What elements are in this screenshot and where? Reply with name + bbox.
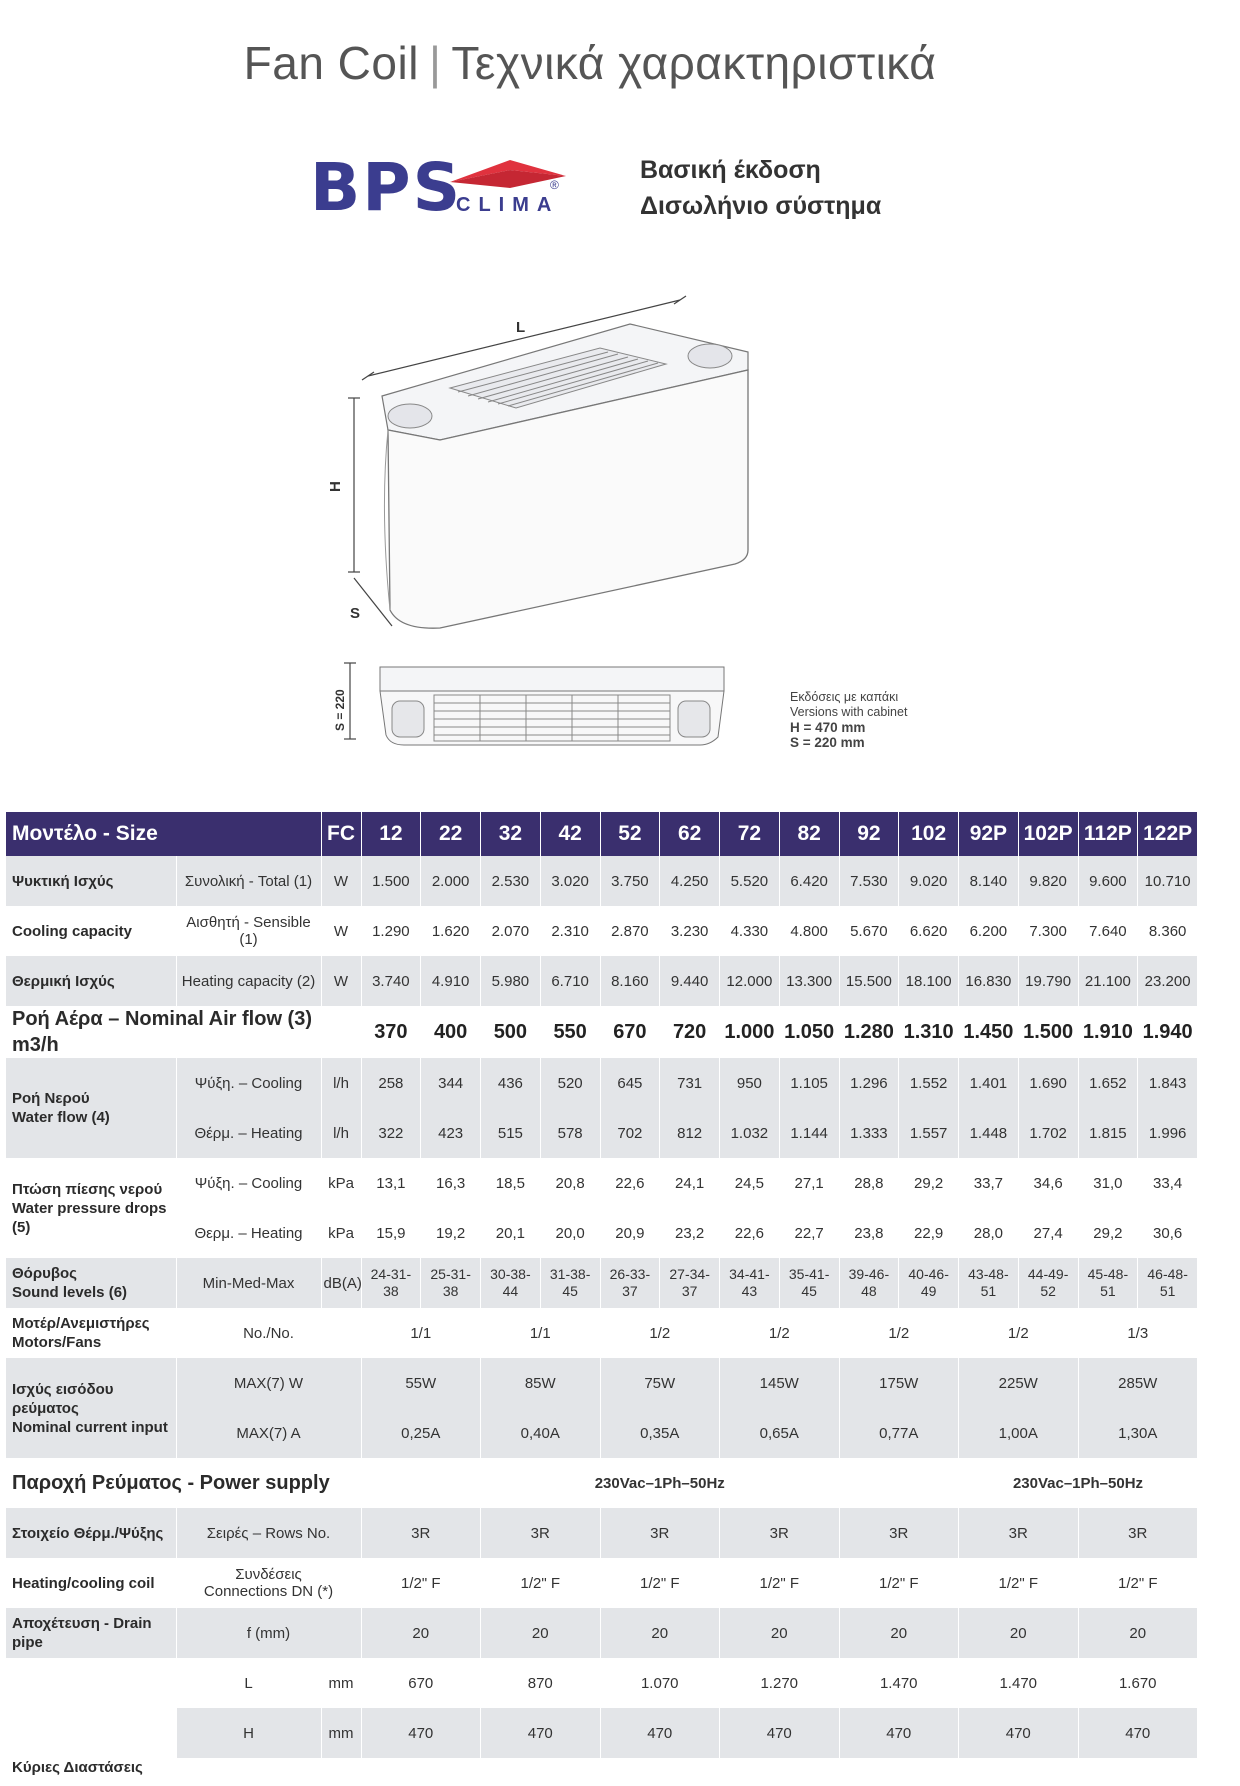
row-label-en: Water flow (4) <box>12 1109 110 1126</box>
subtitle-line-2: Δισωλήνιο σύστημα <box>640 192 882 220</box>
table-cell: 8.360 <box>1138 906 1198 956</box>
row-label-gr: Ισχύς εισόδου ρεύματος <box>12 1380 114 1417</box>
table-cell: 12.000 <box>720 956 780 1006</box>
table-cell: 6.620 <box>899 906 959 956</box>
table-cell: 6.420 <box>779 856 839 906</box>
table-cell: 22,6 <box>600 1158 660 1208</box>
row-label <box>6 1708 176 1758</box>
table-cell: 1.620 <box>421 906 481 956</box>
table-cell: 7.640 <box>1078 906 1138 956</box>
table-cell: 20 <box>720 1608 840 1658</box>
row-sublabel: Αισθητή - Sensible (1) <box>176 906 321 956</box>
row-sublabel: MAX(7) A <box>176 1408 361 1458</box>
table-cell: 0,25A <box>361 1408 481 1458</box>
table-cell: 0,35A <box>600 1408 720 1458</box>
table-cell: 230Vac–1Ph–50Hz <box>959 1458 1198 1508</box>
row-sublabel-en: Connections DN (*) <box>203 1583 334 1600</box>
table-cell: 370 <box>361 1006 421 1058</box>
table-cell: 1.670 <box>1078 1658 1198 1708</box>
table-cell: 645 <box>600 1058 660 1108</box>
table-cell: 1.996 <box>1138 1108 1198 1158</box>
table-cell: 1.105 <box>779 1058 839 1108</box>
row-unit: l/h <box>321 1058 361 1108</box>
table-cell: 1.702 <box>1018 1108 1078 1158</box>
table-row <box>6 1208 1198 1258</box>
table-cell: 702 <box>600 1108 660 1158</box>
table-cell: 19.790 <box>1018 956 1078 1006</box>
table-cell: 20,0 <box>540 1208 600 1258</box>
table-cell: 812 <box>660 1108 720 1158</box>
table-cell: 24,5 <box>720 1158 780 1208</box>
table-cell: 1.280 <box>839 1006 899 1058</box>
table-cell: 1.401 <box>959 1058 1019 1108</box>
row-sublabel: f (mm) <box>176 1608 361 1658</box>
table-cell: 470 <box>959 1708 1079 1758</box>
table-cell: 470 <box>1078 1708 1198 1758</box>
table-cell: 1.333 <box>839 1108 899 1158</box>
table-cell: 470 <box>720 1708 840 1758</box>
table-cell: 33,7 <box>959 1158 1019 1208</box>
table-row <box>6 906 1198 956</box>
table-cell: 1.050 <box>779 1006 839 1058</box>
row-label: Heating/cooling coil <box>6 1558 176 1608</box>
table-cell: 39-46-48 <box>839 1258 899 1308</box>
dim-h-label: H <box>327 481 344 492</box>
table-cell: 55W <box>361 1358 481 1408</box>
table-cell: 2.070 <box>481 906 541 956</box>
table-cell: 7.530 <box>839 856 899 906</box>
row-unit: kPa <box>321 1208 361 1258</box>
table-cell: 20 <box>1078 1608 1198 1658</box>
table-cell: 7.300 <box>1018 906 1078 956</box>
row-label-en: Motors/Fans <box>12 1334 102 1351</box>
table-cell: 10.710 <box>1138 856 1198 906</box>
header-model: 22 <box>421 812 481 856</box>
table-row <box>6 1758 1198 1786</box>
table-cell: 2.000 <box>421 856 481 906</box>
table-cell: 43-48-51 <box>959 1258 1019 1308</box>
row-label-gr: Ροή Νερού <box>12 1090 90 1107</box>
table-cell: 16.830 <box>959 956 1019 1006</box>
row-label-en: Nominal current input <box>12 1418 168 1436</box>
table-cell: 1.144 <box>779 1108 839 1158</box>
table-cell: 1.296 <box>839 1058 899 1108</box>
row-label <box>6 1358 176 1458</box>
table-cell: 28,0 <box>959 1208 1019 1258</box>
table-cell: 3R <box>481 1508 601 1558</box>
table-cell: 1,30A <box>1078 1408 1198 1458</box>
table-cell: 285W <box>1078 1358 1198 1408</box>
table-cell: 470 <box>839 1708 959 1758</box>
dim-s220-label: S = 220 <box>333 689 347 731</box>
table-cell: 9.020 <box>899 856 959 906</box>
table-cell: 22,7 <box>779 1208 839 1258</box>
bps-clima-logo <box>310 149 580 226</box>
header-model-label: Μοντέλο - Size <box>6 812 321 856</box>
table-cell: 0,77A <box>839 1408 959 1458</box>
table-cell: 30,6 <box>1138 1208 1198 1258</box>
header-model: 32 <box>481 812 541 856</box>
table-row <box>6 1408 1198 1458</box>
table-row <box>6 1458 1198 1508</box>
table-cell: 9.440 <box>660 956 720 1006</box>
table-row <box>6 956 1198 1006</box>
table-cell: 3R <box>1078 1508 1198 1558</box>
row-label: Παροχή Ρεύματος - Power supply <box>6 1458 361 1508</box>
logo-text: BPS <box>310 149 463 226</box>
row-sublabel: Σειρές – Rows No. <box>176 1508 361 1558</box>
table-cell: 230Vac–1Ph–50Hz <box>361 1458 959 1508</box>
table-cell: 515 <box>481 1108 541 1158</box>
table-cell: 3R <box>959 1508 1079 1558</box>
table-cell: 29,2 <box>1078 1208 1138 1258</box>
table-cell: 1.940 <box>1138 1006 1198 1058</box>
row-sublabel-gr: Συνδέσεις <box>235 1566 302 1583</box>
table-cell: 15,9 <box>361 1208 421 1258</box>
table-cell: 13,1 <box>361 1158 421 1208</box>
table-row <box>6 1358 1198 1408</box>
table-cell: 3.750 <box>600 856 660 906</box>
table-cell: 670 <box>600 1006 660 1058</box>
table-cell: 35-41-45 <box>779 1258 839 1308</box>
table-cell: 344 <box>421 1058 481 1108</box>
table-cell: 720 <box>660 1006 720 1058</box>
table-cell: 20 <box>839 1608 959 1658</box>
table-row <box>6 1508 1198 1558</box>
table-cell: 950 <box>720 1058 780 1108</box>
table-cell: 6.710 <box>540 956 600 1006</box>
table-row <box>6 1558 1198 1608</box>
table-cell: 1.448 <box>959 1108 1019 1158</box>
table-cell: 21.100 <box>1078 956 1138 1006</box>
row-label: Αποχέτευση - Drain pipe <box>6 1608 176 1658</box>
table-row <box>6 1608 1198 1658</box>
table-cell: 31,0 <box>1078 1158 1138 1208</box>
row-sublabel: Συνολική - Total (1) <box>176 856 321 906</box>
table-cell: 0,65A <box>720 1408 840 1458</box>
table-cell: 31-38-45 <box>540 1258 600 1308</box>
table-cell: 731 <box>660 1058 720 1108</box>
row-unit: l/h <box>321 1108 361 1158</box>
table-cell: 40-46-49 <box>899 1258 959 1308</box>
row-label <box>6 1308 176 1358</box>
header-model: 102P <box>1018 812 1078 856</box>
row-label-gr: Πτώση πίεσης νερού <box>12 1180 163 1198</box>
table-cell: 29,2 <box>899 1158 959 1208</box>
header-model: 112P <box>1078 812 1138 856</box>
table-cell: 20 <box>959 1608 1079 1658</box>
table-row <box>6 1006 1198 1058</box>
table-cell: 225W <box>959 1358 1079 1408</box>
row-label-en: Sound levels (6) <box>12 1284 128 1301</box>
table-cell: 470 <box>481 1708 601 1758</box>
header-model: 122P <box>1138 812 1198 856</box>
table-row <box>6 1108 1198 1158</box>
table-cell: 578 <box>540 1108 600 1158</box>
table-cell: 23.200 <box>1138 956 1198 1006</box>
row-sublabel: Θέρμ. – Heating <box>176 1108 321 1158</box>
table-cell: 3R <box>600 1508 720 1558</box>
header-model: 12 <box>361 812 421 856</box>
table-cell: 15.500 <box>839 956 899 1006</box>
table-cell: 1,00A <box>959 1408 1079 1458</box>
table-cell: 26-33-37 <box>600 1258 660 1308</box>
table-cell: 4.910 <box>421 956 481 1006</box>
row-unit: mm <box>321 1658 361 1708</box>
title-separator: | <box>428 37 442 89</box>
row-unit: W <box>321 956 361 1006</box>
header-model: 82 <box>779 812 839 856</box>
table-cell: 0,40A <box>481 1408 601 1458</box>
row-unit: kPa <box>321 1158 361 1208</box>
table-cell: 24,1 <box>660 1158 720 1208</box>
table-cell: 470 <box>600 1708 720 1758</box>
table-cell: 1/3 <box>1078 1308 1198 1358</box>
table-cell: 19,2 <box>421 1208 481 1258</box>
row-label: Στοιχείο Θέρμ./Ψύξης <box>6 1508 176 1558</box>
table-cell: 670 <box>361 1658 481 1708</box>
table-cell: 1.000 <box>720 1006 780 1058</box>
cabinet-note-line-2: Versions with cabinet <box>790 705 908 719</box>
table-cell: 18.100 <box>899 956 959 1006</box>
row-label: Κύριες Διαστάσεις <box>6 1758 176 1786</box>
table-cell: 34-41-43 <box>720 1258 780 1308</box>
table-cell: 870 <box>481 1658 601 1708</box>
row-unit: W <box>321 856 361 906</box>
table-cell: 1/2 <box>959 1308 1079 1358</box>
table-cell: 30-38-44 <box>481 1258 541 1308</box>
table-cell: 1.843 <box>1138 1058 1198 1108</box>
table-cell: 22,6 <box>720 1208 780 1258</box>
header-fc: FC <box>321 812 361 856</box>
table-cell: 1.557 <box>899 1108 959 1158</box>
table-cell: 1/2" F <box>720 1558 840 1608</box>
table-cell: 2.530 <box>481 856 541 906</box>
header-model: 102 <box>899 812 959 856</box>
row-label-gr: Θόρυβος <box>12 1265 77 1282</box>
table-cell: 9.820 <box>1018 856 1078 906</box>
table-cell: 46-48-51 <box>1138 1258 1198 1308</box>
table-cell: 6.200 <box>959 906 1019 956</box>
table-cell: 1.470 <box>959 1658 1079 1708</box>
table-cell: 16,3 <box>421 1158 481 1208</box>
table-cell: 20,9 <box>600 1208 660 1258</box>
cabinet-note-s: S = 220 mm <box>790 735 865 750</box>
row-label: Cooling capacity <box>6 906 176 956</box>
row-label-en: Water pressure drops (5) <box>12 1199 167 1236</box>
table-cell: 1.690 <box>1018 1058 1078 1108</box>
dim-l-label: L <box>516 319 526 336</box>
cabinet-note <box>790 690 907 750</box>
row-label <box>6 1258 176 1308</box>
specifications-table <box>6 812 1198 1786</box>
table-cell: 27-34-37 <box>660 1258 720 1308</box>
row-label-gr: Μοτέρ/Ανεμιστήρες <box>12 1315 150 1332</box>
fan-coil-front-view <box>330 655 730 755</box>
table-cell: 5.980 <box>481 956 541 1006</box>
table-cell: 1.032 <box>720 1108 780 1158</box>
row-sublabel: Ψύξη. – Cooling <box>176 1058 321 1108</box>
table-cell: 1.070 <box>600 1658 720 1708</box>
table-cell: 23,2 <box>660 1208 720 1258</box>
row-unit: dB(A) <box>321 1258 361 1308</box>
table-cell: 18,5 <box>481 1158 541 1208</box>
cabinet-note-line-1: Εκδόσεις με καπάκι <box>790 690 899 704</box>
table-cell: 20 <box>361 1608 481 1658</box>
title-left: Fan Coil <box>243 37 419 89</box>
table-cell: 1/2" F <box>600 1558 720 1608</box>
table-cell: 436 <box>481 1058 541 1108</box>
table-cell: 3.020 <box>540 856 600 906</box>
table-cell: 1/2" F <box>481 1558 601 1608</box>
row-label: Ροή Αέρα – Nominal Air flow (3) m3/h <box>6 1006 361 1058</box>
table-cell: 1/2" F <box>959 1558 1079 1608</box>
table-cell: 20 <box>600 1608 720 1658</box>
logo-subtext: CLIMA <box>456 194 560 216</box>
table-cell: 44-49-52 <box>1018 1258 1078 1308</box>
table-row <box>6 1658 1198 1708</box>
header-model: 92P <box>959 812 1019 856</box>
table-row <box>6 1308 1198 1358</box>
table-cell: 8.140 <box>959 856 1019 906</box>
table-cell: 33,4 <box>1138 1158 1198 1208</box>
row-sublabel <box>176 1558 361 1608</box>
cabinet-note-h: H = 470 mm <box>790 720 866 735</box>
table-cell: 520 <box>540 1058 600 1108</box>
header-model: 42 <box>540 812 600 856</box>
table-row <box>6 1708 1198 1758</box>
table-cell: 3R <box>720 1508 840 1558</box>
row-label: Ψυκτική Ισχύς <box>6 856 176 906</box>
table-cell: 1.500 <box>361 856 421 906</box>
table-cell: 4.250 <box>660 856 720 906</box>
table-row <box>6 856 1198 906</box>
table-cell: 145W <box>720 1358 840 1408</box>
title-right: Τεχνικά χαρακτηριστικά <box>451 37 937 89</box>
header-model: 92 <box>839 812 899 856</box>
row-label <box>6 1058 176 1158</box>
table-cell: 1.310 <box>899 1006 959 1058</box>
fan-coil-illustration <box>327 280 780 640</box>
row-sublabel: Ψύξη. – Cooling <box>176 1158 321 1208</box>
table-cell: 1.500 <box>1018 1006 1078 1058</box>
table-cell: 1.470 <box>839 1658 959 1708</box>
table-cell: 23,8 <box>839 1208 899 1258</box>
table-cell: 85W <box>481 1358 601 1408</box>
table-cell: 22,9 <box>899 1208 959 1258</box>
table-cell: 3.230 <box>660 906 720 956</box>
table-cell: 423 <box>421 1108 481 1158</box>
table-cell <box>176 1758 1198 1786</box>
table-cell: 4.800 <box>779 906 839 956</box>
row-sublabel: H <box>176 1708 321 1758</box>
table-cell: 1.270 <box>720 1658 840 1708</box>
table-cell: 322 <box>361 1108 421 1158</box>
table-header-row <box>6 812 1198 856</box>
table-cell: 20,1 <box>481 1208 541 1258</box>
table-cell: 24-31-38 <box>361 1258 421 1308</box>
table-cell: 1.652 <box>1078 1058 1138 1108</box>
table-row <box>6 1058 1198 1108</box>
row-sublabel: MAX(7) W <box>176 1358 361 1408</box>
table-cell: 1/2 <box>600 1308 720 1358</box>
product-subtitle <box>640 152 881 224</box>
table-cell: 258 <box>361 1058 421 1108</box>
table-row <box>6 1158 1198 1208</box>
table-cell: 1/1 <box>481 1308 601 1358</box>
table-cell: 3R <box>839 1508 959 1558</box>
table-cell: 2.310 <box>540 906 600 956</box>
table-cell: 3R <box>361 1508 481 1558</box>
table-cell: 1.815 <box>1078 1108 1138 1158</box>
registered-mark: ® <box>550 178 559 192</box>
table-cell: 34,6 <box>1018 1158 1078 1208</box>
table-cell: 1.910 <box>1078 1006 1138 1058</box>
table-cell: 1/2 <box>839 1308 959 1358</box>
table-cell: 550 <box>540 1006 600 1058</box>
table-cell: 75W <box>600 1358 720 1408</box>
table-cell: 1/2 <box>720 1308 840 1358</box>
table-cell: 27,1 <box>779 1158 839 1208</box>
table-cell: 5.520 <box>720 856 780 906</box>
table-cell: 25-31-38 <box>421 1258 481 1308</box>
table-cell: 5.670 <box>839 906 899 956</box>
table-cell: 20,8 <box>540 1158 600 1208</box>
row-label <box>6 1158 176 1258</box>
row-sublabel: Θερμ. – Heating <box>176 1208 321 1258</box>
table-cell: 500 <box>481 1006 541 1058</box>
row-sublabel: No./No. <box>176 1308 361 1358</box>
table-cell: 8.160 <box>600 956 660 1006</box>
header-model: 52 <box>600 812 660 856</box>
table-cell: 20 <box>481 1608 601 1658</box>
row-unit: W <box>321 906 361 956</box>
table-cell: 470 <box>361 1708 481 1758</box>
table-cell: 45-48-51 <box>1078 1258 1138 1308</box>
table-cell: 9.600 <box>1078 856 1138 906</box>
table-cell: 1.450 <box>959 1006 1019 1058</box>
table-cell: 1/2" F <box>361 1558 481 1608</box>
row-sublabel: Min-Med-Max <box>176 1258 321 1308</box>
row-label: Θερμική Ισχύς <box>6 956 176 1006</box>
row-label <box>6 1658 176 1708</box>
row-sublabel: Heating capacity (2) <box>176 956 321 1006</box>
header-model: 72 <box>720 812 780 856</box>
table-cell: 2.870 <box>600 906 660 956</box>
subtitle-line-1: Βασική έκδοση <box>640 156 821 184</box>
page-title <box>0 36 1180 90</box>
table-cell: 400 <box>421 1006 481 1058</box>
dim-s-label: S <box>350 605 361 622</box>
row-unit: mm <box>321 1708 361 1758</box>
table-cell: 3.740 <box>361 956 421 1006</box>
table-cell: 1.552 <box>899 1058 959 1108</box>
table-cell: 4.330 <box>720 906 780 956</box>
table-cell: 1/1 <box>361 1308 481 1358</box>
table-cell: 1.290 <box>361 906 421 956</box>
table-row <box>6 1258 1198 1308</box>
table-cell: 1/2" F <box>1078 1558 1198 1608</box>
table-cell: 1/2" F <box>839 1558 959 1608</box>
row-sublabel: L <box>176 1658 321 1708</box>
table-cell: 28,8 <box>839 1158 899 1208</box>
table-cell: 13.300 <box>779 956 839 1006</box>
header-model: 62 <box>660 812 720 856</box>
table-cell: 27,4 <box>1018 1208 1078 1258</box>
table-cell: 175W <box>839 1358 959 1408</box>
